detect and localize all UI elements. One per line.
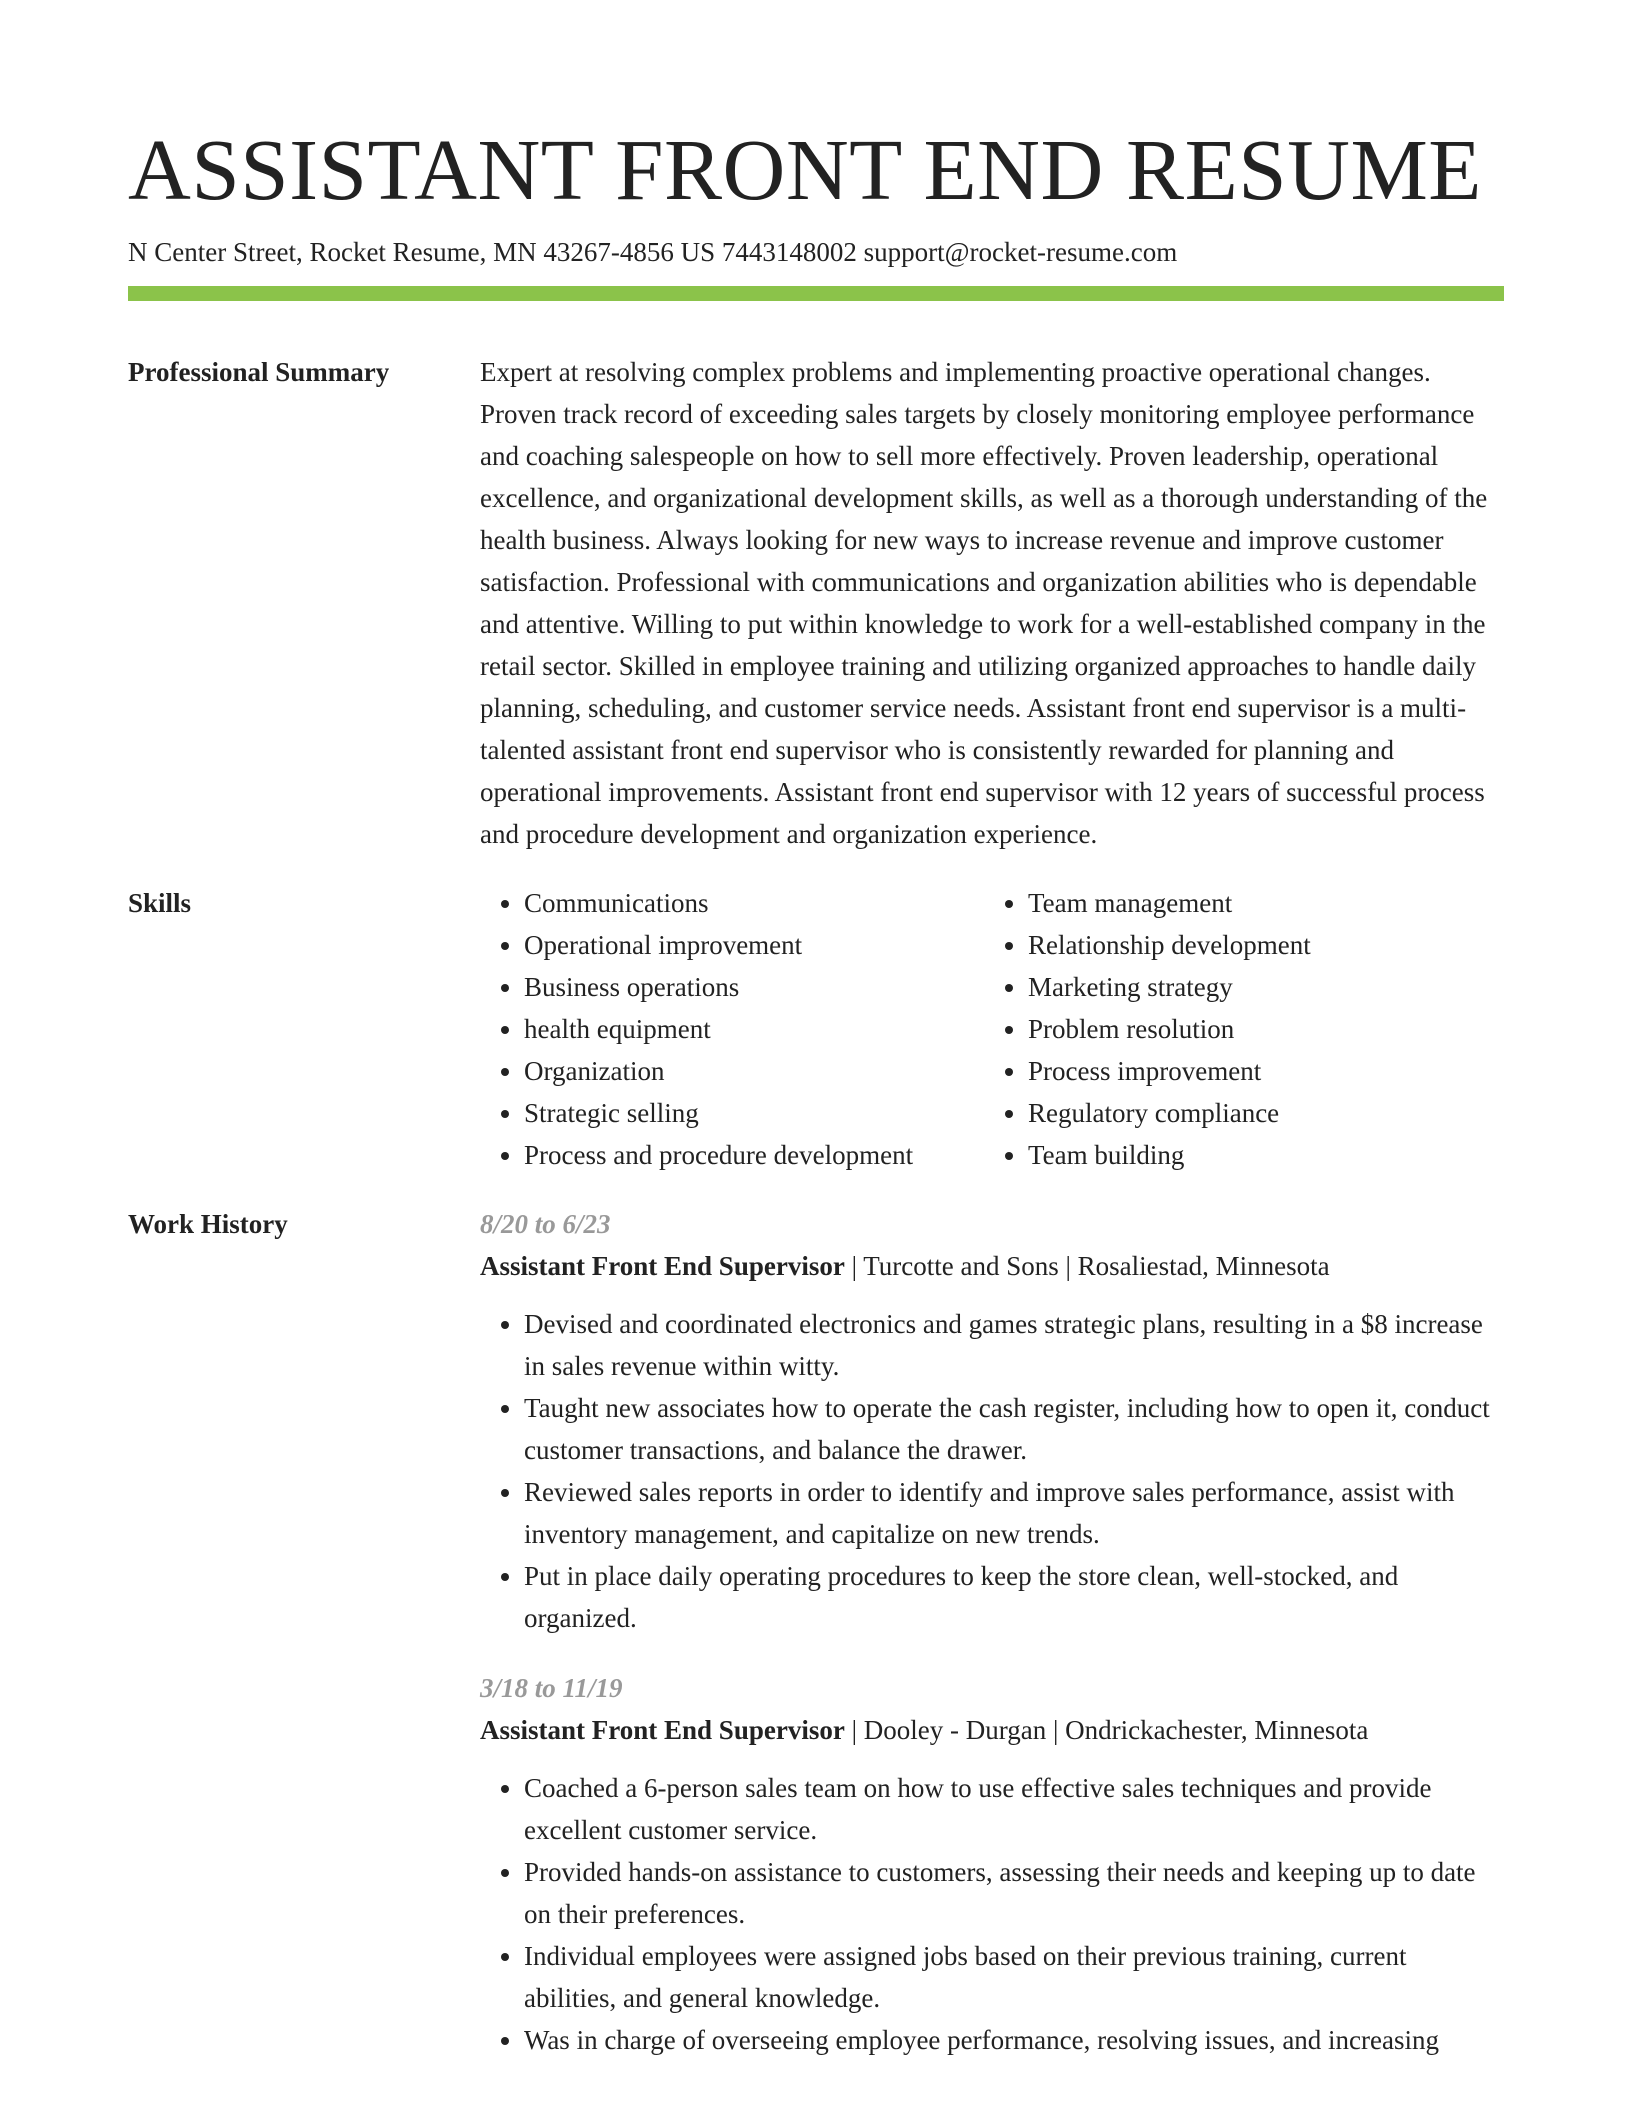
skill-item: • Business operations	[524, 966, 984, 1008]
skill-item: • Team building	[1028, 1134, 1504, 1176]
job-employer-location: | Dooley - Durgan | Ondrickachester, Minnesota	[844, 1715, 1369, 1745]
duty-item: • Was in charge of overseeing employee performance, resolving issues, and increasing	[524, 2019, 1504, 2061]
skills-list-right	[984, 882, 1504, 1176]
skill-item: • health equipment	[524, 1008, 984, 1050]
contact-line: N Center Street, Rocket Resume, MN 43267-4856 US 7443148002 support@rocket-resume.com	[128, 237, 1178, 267]
job-dates: 8/20 to 6/23	[480, 1209, 611, 1239]
job-duties	[480, 1303, 1504, 1639]
skills-list-left	[480, 882, 984, 1176]
skills-section	[128, 882, 1504, 1176]
job-duties	[480, 1767, 1504, 2061]
duty-item: • Provided hands-on assistance to customers, assessing their needs and keeping up to date on their preferences.	[524, 1851, 1504, 1935]
skills-heading: Skills	[128, 888, 192, 918]
duty-item: • Coached a 6-person sales team on how to use effective sales techniques and provide excellent customer service.	[524, 1767, 1504, 1851]
job-dates: 3/18 to 11/19	[480, 1673, 623, 1703]
duty-item: • Reviewed sales reports in order to identify and improve sales performance, assist with inventory management, and capitalize on new trends.	[524, 1471, 1504, 1555]
work-history-section	[128, 1203, 1504, 2061]
work-history-body	[480, 1203, 1504, 2061]
summary-heading: Professional Summary	[128, 357, 390, 387]
job-entry	[480, 1667, 1504, 2061]
skill-item: • Team management	[1028, 882, 1504, 924]
summary-text: Expert at resolving complex problems and implementing proactive operational changes. Proven track record of exceeding sales targets by closely monitoring employee performance and coaching salespeople on how to sell more effectively. Proven leadership, operational excellence, and organizational development skills, as well as a thorough understanding of the health business. Always looking for new ways to increase revenue and improve customer satisfaction. Professional with communications and organization abilities who is dependable and attentive. Willing to put within knowledge to work for a well-established company in the retail sector. Skilled in employee training and utilizing organized approaches to handle daily planning, scheduling, and customer service needs. Assistant front end supervisor is a multi-talented assistant front end supervisor who is consistently rewarded for planning and operational improvements. Assistant front end supervisor with 12 years of successful process and procedure development and organization experience.	[480, 357, 1488, 849]
skill-item: • Communications	[524, 882, 984, 924]
duty-item: • Taught new associates how to operate the cash register, including how to open it, conduct customer transactions, and balance the drawer.	[524, 1387, 1504, 1471]
skill-item: • Problem resolution	[1028, 1008, 1504, 1050]
skill-item: • Marketing strategy	[1028, 966, 1504, 1008]
job-employer-location: | Turcotte and Sons | Rosaliestad, Minnesota	[844, 1251, 1330, 1281]
skill-item: • Organization	[524, 1050, 984, 1092]
duty-item: • Put in place daily operating procedures to keep the store clean, well-stocked, and organized.	[524, 1555, 1504, 1639]
job-heading	[480, 1245, 1504, 1287]
job-title: Assistant Front End Supervisor	[480, 1715, 845, 1745]
skill-item: • Strategic selling	[524, 1092, 984, 1134]
skill-item: • Operational improvement	[524, 924, 984, 966]
skill-item: • Regulatory compliance	[1028, 1092, 1504, 1134]
summary-section	[128, 351, 1504, 855]
work-history-heading: Work History	[128, 1209, 288, 1239]
skill-item: • Process improvement	[1028, 1050, 1504, 1092]
skills-grid	[480, 882, 1504, 1176]
accent-divider	[128, 286, 1504, 301]
job-title: Assistant Front End Supervisor	[480, 1251, 845, 1281]
skill-item: • Process and procedure development	[524, 1134, 984, 1176]
job-heading	[480, 1709, 1504, 1751]
resume-title: ASSISTANT FRONT END RESUME	[128, 121, 1482, 218]
skill-item: • Relationship development	[1028, 924, 1504, 966]
job-entry	[480, 1203, 1504, 1639]
duty-item: • Individual employees were assigned jobs based on their previous training, current abilities, and general knowledge.	[524, 1935, 1504, 2019]
duty-item: • Devised and coordinated electronics and games strategic plans, resulting in a $8 increase in sales revenue within witty.	[524, 1303, 1504, 1387]
